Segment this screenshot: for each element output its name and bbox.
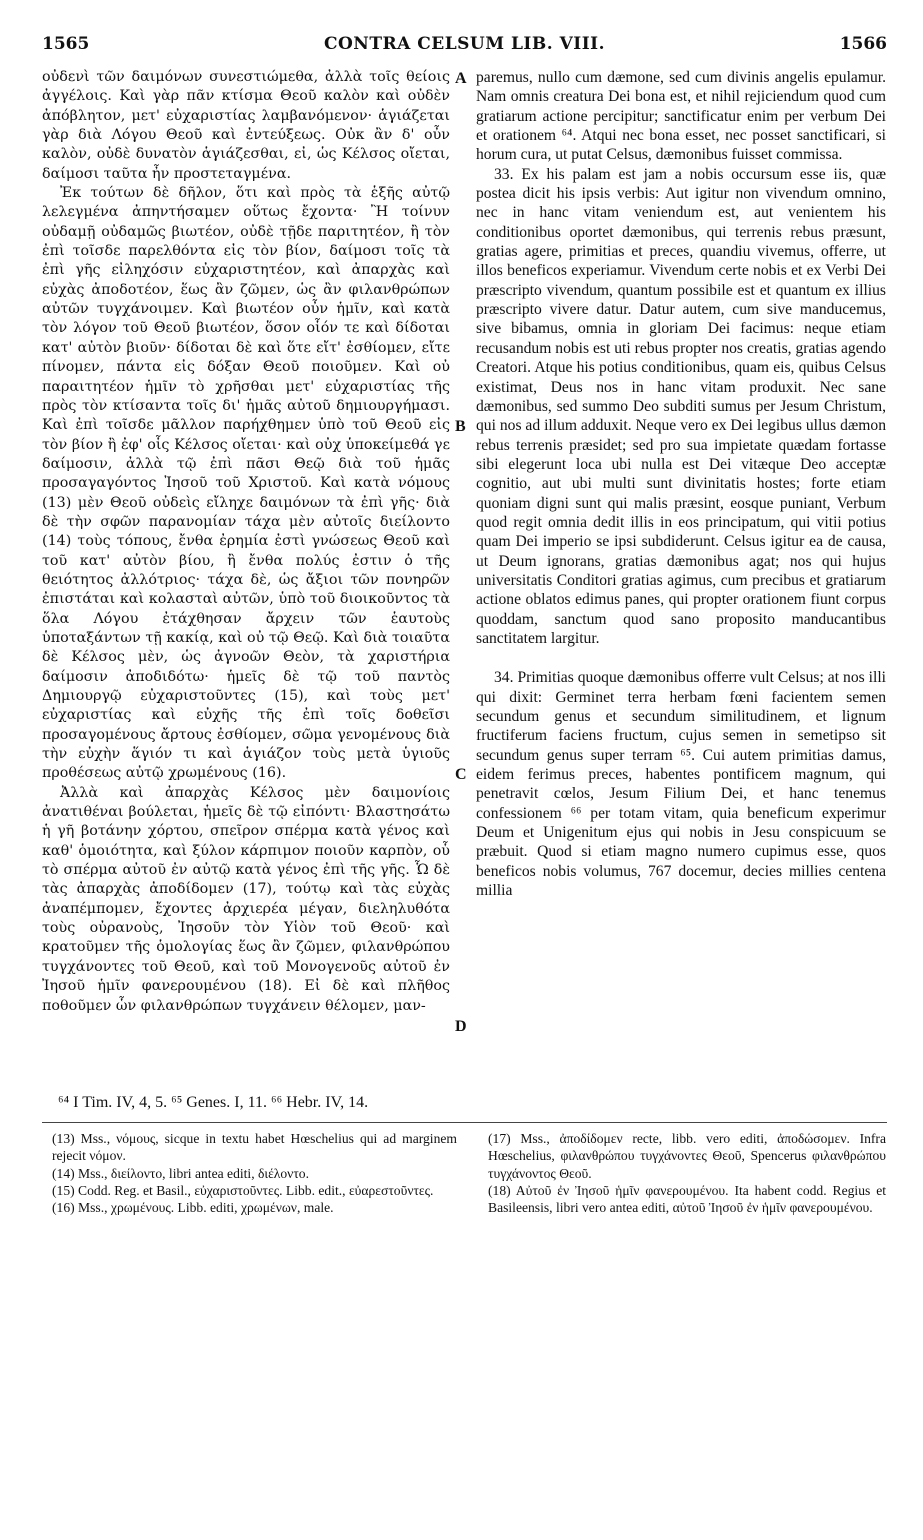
greek-column — [42, 68, 450, 1016]
latin-paragraph-1: paremus, nullo cum dæmone, sed cum divinis angelis epulamur. Nam omnis creatura Dei bona est, et nihil rejiciendum quod cum gratiarum actione percipitur; sanctificatur enim per verbum Dei et orationem ⁶⁴. Atqui nec bona esset, nec posset sanctificari, si horum cura, ut putat Celsus, dæmonibus fuisset commissa. — [476, 69, 886, 164]
left-page-number: 1565 — [42, 34, 90, 54]
margin-marker-a: A — [455, 70, 467, 87]
margin-marker-b: B — [455, 418, 466, 435]
latin-paragraph-2: 33. Ex his palam est jam a nobis occursum esse iis, quæ postea dicit his ipsis verbis: Aut igitur non vivendum omnino, nec in hanc vitam veniendum est, aut venientem his conditionibus oportet dæmonibus, qui terrenis rebus præsunt, gratias agere, primitias et preces, quandiu vivemus, offerre, ut illos beneficos experiamur. Vivendum certe nobis et ex Verbi Dei præscripto vivendum, quantum possibile est et quantum ex illius præscripto vivere datur. Datur autem, cum sive manducemus, sive bibamus, omnia in gloriam Dei facimus: neque etiam recusandum nobis est uti rebus propter nos creatis, gratias agendo Creatori. Atque his potius conditionibus, quam eis, quibus Celsus existimat, Deus nos in hanc vitam produxit. Nec sane dæmonibus, sed summo Deo subditi sumus per Jesum Christum, qui nos ad illum adduxit. Neque vero ex Dei legibus ullus dæmon rebus terrenis præsidet; sed pro sua impietate quædam fortasse sibi elegerunt loca ubi nulla est Dei vitæque Deo acceptæ cognitio, aut ubi multi sunt divinitatis hostes; forte etiam quoniam digni sunt qui malis præsint, eosque puniant, Verbum quod regit omnia dedit illis in eos principatum, qui vitii potius quam Dei imperio se ipsi subdiderunt. Celsus igitur ea de causa, ut Deum ignorans, gratias dæmonibus agat; nos qui hujus universitatis Conditori gratias agimus, cum precibus et gratiarum actione oblatos edimus panes, qui propter orationem fiunt corpus quoddam, sanctum quod sano proposito manducantibus sanctitatem largitur. — [476, 165, 886, 647]
right-page-number: 1566 — [839, 34, 887, 54]
scripture-references: ⁶⁴ I Tim. IV, 4, 5. ⁶⁵ Genes. I, 11. ⁶⁶ Hebr. IV, 14. — [58, 1094, 369, 1111]
footnote-17: (17) Mss., ἀποδίδομεν recte, libb. vero editi, ἀποδώσομεν. Infra Hœschelius, φιλανθρώπου τυγχάνοντες Θεοῦ, Spencerus φιλανθρώπου τυγχάνοντος Θεοῦ. — [488, 1131, 886, 1181]
footnote-divider — [42, 1122, 887, 1123]
footnotes-right — [488, 1130, 886, 1216]
latin-column — [476, 68, 886, 900]
greek-paragraph-1: οὐδενὶ τῶν δαιμόνων συνεστιώμεθα, ἀλλὰ τοῖς θείοις ἀγγέλοις. Καὶ γὰρ πᾶν κτίσμα Θεοῦ καλὸν καὶ οὐδὲν ἀπόβλητον, μετ' εὐχαριστίας λαμβανόμενον· ἁγιάζεται γὰρ διὰ Λόγου Θεοῦ καὶ ἐντεύξεως. Οὐκ ἂν δ' οὖν καλὸν, οὐδὲ δυνατὸν ἁγιάζεσθαι, εἰ, ὡς Κέλσος οἴεται, δαίμοσι ταῦτα ἦν προστεταγμένα. — [42, 69, 450, 182]
margin-marker-d: D — [455, 1018, 467, 1035]
running-header — [42, 34, 887, 58]
margin-marker-c: C — [455, 766, 467, 783]
footnote-16: (16) Mss., χρωμένους. Libb. editi, χρωμένων, male. — [52, 1200, 334, 1216]
running-title: CONTRA CELSUM LIB. VIII. — [323, 34, 606, 54]
footnote-15: (15) Codd. Reg. et Basil., εὐχαριστοῦντες. Libb. edit., εὐαρεστοῦντες. — [52, 1182, 434, 1198]
latin-paragraph-3: 34. Primitias quoque dæmonibus offerre vult Celsus; at nos illi qui dixit: Germinet terra herbam fœni facientem semen secundum genus et secundum similitudinem, et lignum fructiferum faciens fructum, cujus semen in semetipso sit secundum genus super terram ⁶⁵. Cui autem primitias damus, eidem ferimus preces, habentes pontificem magnum, qui penetravit cœlos, Jesum Filium Dei, et hanc tenemus confessionem ⁶⁶ per totam vitam, quia beneficum experimur Deum et Unigenitum ejus qui nobis in Jesu conspicuum se præbuit. Quod si etiam magno numero cupimus esse, quos beneficos nobis volumus, 767 docemur, decies millies centena millia — [476, 669, 886, 900]
footnote-14: (14) Mss., διείλοντο, libri antea editi, διέλοντο. — [52, 1165, 309, 1181]
footnote-18: (18) Αὐτοῦ ἐν Ἰησοῦ ἡμῖν φανερουμένου. Ita habent codd. Regius et Basileensis, libri vero antea editi, αὐτοῦ Ἰησοῦ ἐν ἡμῖν φανερουμένου. — [488, 1182, 886, 1216]
greek-paragraph-2: Ἐκ τούτων δὲ δῆλον, ὅτι καὶ πρὸς τὰ ἑξῆς αὐτῷ λελεγμένα ἀπηντήσαμεν οὕτως ἔχοντα· Ἢ τοίνυν οὐδαμῇ οὐδαμῶς βιωτέον, οὐδὲ τῇδε παριτητέον, ἢ τὸν ἐπὶ τοῖσδε παρελθόντα εἰς τὸν βίον, δαίμοσι τοῖς τὰ ἐπὶ γῆς εἰληχόσιν εὐχαριστητέον, καὶ ἀπαρχὰς καὶ εὐχὰς ἀποδοτέον, ἕως ἂν ζῶμεν, ὡς ἂν φιλανθρώπων αὐτῶν τυγχάνοιμεν. Καὶ βιωτέον οὖν ἡμῖν, καὶ κατὰ τὸν λόγον τοῦ Θεοῦ βιωτέον, ὅσον οἷόν τε καὶ δίδοται κατ' αὐτὸν βιοῦν· δίδοται δὲ καὶ ὅτε εἴτ' ἐσθίομεν, εἴτε πίνομεν, πάντα εἰς δόξαν Θεοῦ ποιοῦμεν. Καὶ οὐ παραιτητέον ἡμῖν τὸ χρῆσθαι μετ' εὐχαριστίας τῆς πρὸς τὸν κτίσαντα τοῖς δι' ἡμᾶς αὐτοῦ δημιουργήμασι. Καὶ ἐπὶ τοῖσδε μᾶλλον παρήχθημεν ὑπὸ τοῦ Θεοῦ εἰς τὸν βίον ἢ ἐφ' οἷς Κέλσος οἴεται· καὶ οὐχ ὑποκείμεθά γε δαίμοσιν, ἀλλὰ τῷ ἐπὶ πᾶσι Θεῷ διὰ τοῦ ἡμᾶς προσαγαγόντος Ἰησοῦ τοῦ Χριστοῦ. Καὶ κατὰ νόμους (13) μὲν Θεοῦ οὐδεὶς εἴληχε δαιμόνων τὰ ἐπὶ γῆς· διὰ δὲ τὴν σφῶν παρανομίαν τάχα μὲν αὐτοῖς διείλοντο (14) τοὺς τόπους, ἔνθα ἐρημία ἐστὶ γνώσεως Θεοῦ καὶ τοῦ κατ' αὐτὸν βίου, ἢ ἔνθα πολύς ἐστιν ὁ τῆς θειότητος ἀλλότριος· τάχα δὲ, ὡς ἄξιοι τῶν πονηρῶν ἐπιστάται καὶ κολασταὶ αὐτῶν, ὑπὸ τοῦ διοικοῦντος τὰ ὅλα Λόγου ἐτάχθησαν ἄρχειν τῶν ἑαυτοὺς ὑποταξάντων τῇ κακίᾳ, καὶ οὐ τῷ Θεῷ. Καὶ διὰ τοιαῦτα δὲ Κέλσος μὲν, ὡς ἀγνοῶν Θεὸν, τὰ χαριστήρια δαίμοσιν ἀποδιδότω· ἡμεῖς δὲ τῷ τοῦ παντὸς Δημιουργῷ εὐχαριστοῦντες (15), καὶ τοὺς μετ' εὐχαριστίας καὶ εὐχῆς τῆς ἐπὶ τοῖς δοθεῖσι προσαγομένους ἄρτους ἐσθίομεν, σῶμα γενομένους διὰ τὴν εὐχὴν ἅγιόν τι καὶ ἁγιάζον τοὺς μετὰ ὑγιοῦς προθέσεως αὐτῷ χρωμένους (16). — [42, 185, 450, 782]
footnote-13: (13) Mss., νόμους, sicque in textu habet Hœschelius qui ad marginem rejecit νόμον. — [52, 1131, 457, 1164]
footnotes-left — [52, 1130, 457, 1216]
greek-paragraph-3: Ἀλλὰ καὶ ἀπαρχὰς Κέλσος μὲν δαιμονίοις ἀνατιθέναι βούλεται, ἡμεῖς δὲ τῷ εἰπόντι· Βλαστησάτω ἡ γῆ βοτάνην χόρτου, σπεῖρον σπέρμα κατὰ γένος καὶ καθ' ὁμοιότητα, καὶ ξύλον κάρπιμον ποιοῦν καρπὸν, οὗ τὸ σπέρμα αὐτοῦ ἐν αὐτῷ κατὰ γένος ἐπὶ τῆς γῆς. Ὧ δὲ τὰς ἀπαρχὰς ἀποδίδομεν (17), τούτῳ καὶ τὰς εὐχὰς ἀναπέμπομεν, ἔχοντες ἀρχιερέα μέγαν, διεληλυθότα τοὺς οὐρανοὺς, Ἰησοῦν τὸν Υἱὸν τοῦ Θεοῦ· καὶ κρατοῦμεν τῆς ὁμολογίας ἕως ἂν ζῶμεν, φιλανθρώπου τυγχάνοντες τοῦ Θεοῦ, καὶ τοῦ Μονογενοῦς αὐτοῦ ἐν Ἰησοῦ ἡμῖν φανερουμένου (18). Εἰ δὲ καὶ πλῆθος ποθοῦμεν ὧν φιλανθρώπων τυγχάνειν θέλομεν, μαν- — [42, 784, 450, 1014]
